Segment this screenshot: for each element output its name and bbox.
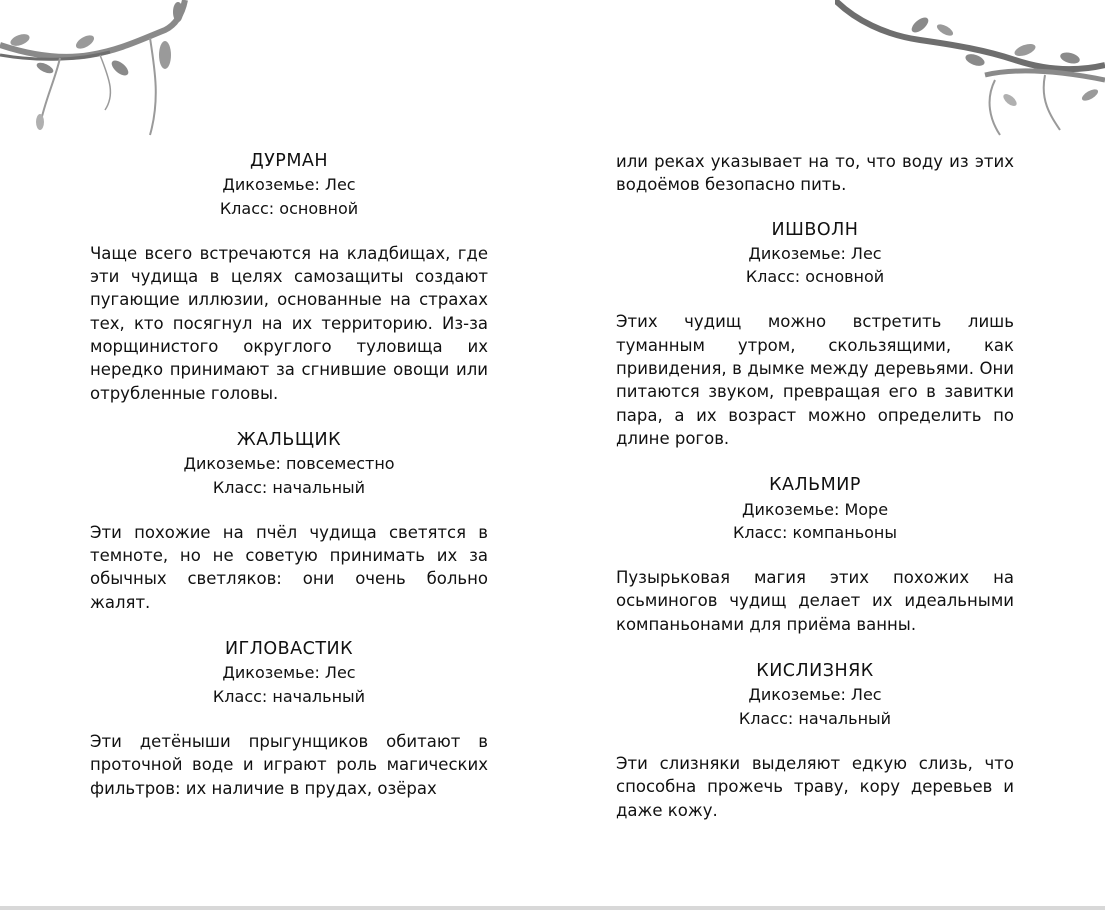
- entry-header: [90, 638, 488, 708]
- entry-description: Эти слизняки выделяют едкую слизь, что способна прожечь траву, кору деревьев и даже кожу.: [616, 753, 1014, 820]
- entry-header: [90, 150, 488, 220]
- entry-name: ИГЛОВАСТИК: [224, 639, 354, 660]
- entry-description: Эти детёныши прыгунщиков обитают в проточной воде и играют роль магических фильтров: их наличие в прудах, озёрах: [90, 731, 488, 798]
- entry-realm: Дикоземье: Лес: [222, 175, 356, 195]
- left-page-column: [90, 150, 488, 824]
- vine-decoration-right-icon: [835, 0, 1105, 140]
- bestiary-entry: [616, 474, 1014, 636]
- right-page-column: [616, 150, 1014, 846]
- continued-text: или реках указывает на то, что воду из этих водоёмов безопасно пить.: [616, 152, 1014, 195]
- entry-class: Класс: начальный: [212, 686, 366, 706]
- entry-description: Эти похожие на пчёл чудища светятся в темноте, но не советую принимать их за обычных светляков: они очень больно жалят.: [90, 522, 488, 612]
- entry-header: [616, 219, 1014, 289]
- entry-header: [616, 474, 1014, 544]
- entry-realm: Дикоземье: Лес: [748, 685, 882, 705]
- entry-name: ИШВОЛН: [771, 219, 859, 240]
- entry-class: Класс: основной: [745, 267, 885, 287]
- entry-name: КИСЛИЗНЯК: [756, 661, 874, 682]
- bestiary-entry: [90, 638, 488, 800]
- entry-realm: Дикоземье: Лес: [222, 663, 356, 683]
- entry-realm: Дикоземье: Море: [741, 499, 889, 519]
- entry-header: [90, 429, 488, 499]
- entry-name: КАЛЬМИР: [769, 475, 861, 496]
- bestiary-entry: [90, 429, 488, 614]
- entry-name: ЖАЛЬЩИК: [236, 429, 342, 450]
- entry-description: Чаще всего встречаются на кладбищах, где эти чудища в целях самозащиты создают пугающие иллюзии, основанные на страхах тех, кто посягнул на их территорию. Из-за морщинистого округлого туловища их нередко принимают за сгнившие овощи или отрубленные головы.: [90, 243, 488, 403]
- entry-class: Класс: основной: [219, 198, 359, 218]
- entry-header: [616, 660, 1014, 730]
- entry-realm: Дикоземье: Лес: [748, 243, 882, 263]
- vine-decoration-left-icon: [0, 0, 200, 140]
- entry-realm: Дикоземье: повсеместно: [183, 454, 395, 474]
- entry-name: ДУРМАН: [249, 151, 329, 171]
- entry-description: Этих чудищ можно встретить лишь туманным утром, скользящими, как привидения, в дымке между деревьями. Они питаются звуком, превращая его в завитки пара, а их возраст можно определить по длине рогов.: [616, 312, 1014, 448]
- entry-description: Пузырьковая магия этих похожих на осьминогов чудищ делает их идеальными компаньонами для приёма ванны.: [616, 568, 1014, 634]
- entry-class: Класс: компаньоны: [732, 522, 898, 542]
- entry-class: Класс: начальный: [212, 477, 366, 497]
- bestiary-entry: [90, 150, 488, 405]
- bestiary-entry: [616, 219, 1014, 451]
- bestiary-entry: [616, 660, 1014, 822]
- entry-class: Класс: начальный: [738, 708, 892, 728]
- page-bottom-divider: [0, 906, 1105, 910]
